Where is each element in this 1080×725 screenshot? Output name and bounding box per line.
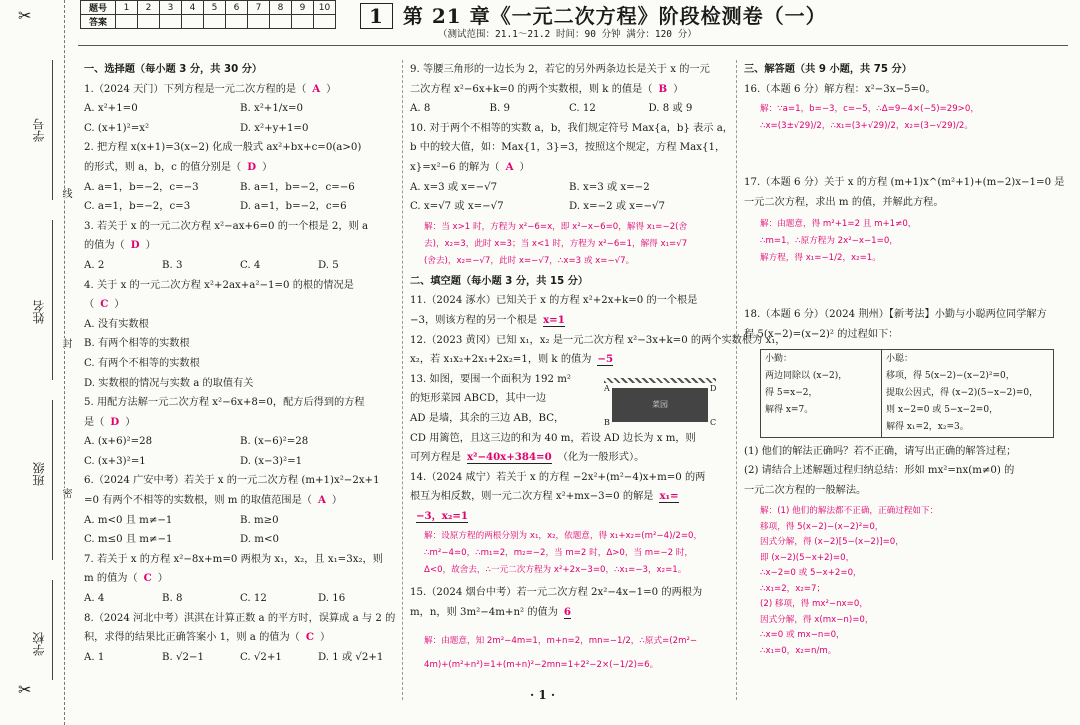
option: B. x=3 或 x=−2 [569, 181, 650, 193]
question-text: x₂，若 x₁x₂+2x₁+2x₂=1，则 k 的值为 [410, 354, 592, 366]
question-line [410, 311, 728, 331]
option: D. x=−2 或 x=−√7 [569, 201, 666, 213]
question-text: D. 实数根的情况与实数 a 的取值有关 [84, 377, 254, 389]
answer-mark: x=1 [543, 313, 565, 326]
question-line [84, 628, 396, 648]
grid-number: 6 [226, 1, 248, 15]
scissors-icon: ✂ [18, 680, 32, 699]
question-line [410, 487, 728, 507]
answer-mark: D [247, 160, 257, 173]
page-number: · 1 · [530, 688, 556, 702]
solution-line: 4m)+(m²+n²)=1+(m+n)²−2mn=1+2²−2×(−1/2)=6。 [424, 659, 659, 670]
solution-line: 解：(1) 他们的解法都不正确，正确过程如下： [760, 506, 939, 517]
option: B. 8 [162, 593, 183, 605]
answer-mark: −5 [597, 353, 614, 366]
answer-mark: D [110, 415, 120, 428]
question-line [84, 80, 396, 100]
option: A. a=1，b=−2，c=−3 [84, 181, 199, 193]
grid-number: 4 [182, 1, 204, 15]
option: C. a=1，b=−2，c=3 [84, 201, 191, 213]
binding-strip [0, 0, 78, 725]
question-line [410, 331, 786, 351]
solution-line: 因式分解，得 x(mx−n)=0， [760, 614, 874, 625]
answer-cell[interactable] [182, 15, 204, 29]
option: B. 3 [162, 259, 183, 271]
grid-number: 3 [160, 1, 182, 15]
question-line [410, 80, 728, 100]
grid-number: 5 [204, 1, 226, 15]
paren: ） [673, 83, 684, 95]
paren: ） [326, 83, 337, 95]
question-text: 二次方程 x²−6x+k=0 的两个实数根，则 k 的值是（ [410, 83, 653, 95]
option: C. m≤0 且 m≠−1 [84, 534, 173, 546]
option: B. m≥0 [240, 514, 279, 526]
options-row [84, 648, 396, 668]
option: C. (x+1)²=x² [84, 122, 150, 134]
question-text: C. 有两个不相等的实数根 [84, 357, 200, 369]
option: A. x=3 或 x=−√7 [410, 181, 498, 193]
question-line [84, 374, 396, 394]
table-line: 解得 x=7。 [765, 404, 814, 415]
cut-dashed-line [64, 0, 65, 725]
question-line: 18.（本题 6 分）（2024 荆州）【新考法】小勤与小聪两位同学解方 [744, 309, 1047, 321]
options-row [84, 99, 396, 119]
table-line: 则 x−2=0 或 5−x−2=0， [886, 404, 999, 415]
solution-line: 解：由题意，得 m²+1=2 且 m+1≠0， [760, 219, 917, 230]
question-text: B. 有两个相等的实数根 [84, 338, 190, 350]
option: B. x²+1/x=0 [240, 103, 304, 115]
solution-10 [424, 219, 728, 270]
cut-mark-xian: 线 [60, 188, 71, 198]
cut-mark-feng: 封 [60, 338, 71, 348]
options-row [84, 452, 396, 472]
paren: ） [519, 161, 530, 173]
question-line [410, 158, 728, 178]
question-text: 14.（2024 咸宁）若关于 x 的方程 −2x²+(m²−4)x+m=0 的两 [410, 471, 706, 483]
question-text: 5. 用配方法解一元二次方程 x²−6x+8=0，配方后得到的方程 [84, 397, 365, 409]
paren: ） [262, 161, 273, 173]
question-line [410, 507, 728, 527]
solution-18 [760, 504, 1060, 659]
question-line [84, 471, 396, 491]
answer-grid [80, 0, 336, 29]
question-text: A. 没有实数根 [84, 318, 149, 330]
question-line [410, 370, 600, 390]
question-text: （化为一般形式）。 [557, 452, 645, 464]
question-text: AD 是墙，其余的三边 AB，BC， [410, 412, 565, 424]
section-heading: 二、填空题（每小题 3 分，共 15 分） [410, 275, 589, 287]
question-17 [744, 173, 1065, 212]
option: A. 1 [84, 651, 105, 663]
answer-mark: x₁= [659, 490, 679, 503]
options-row [84, 530, 396, 550]
question-text: 13. 如图，要围一个面积为 192 m² [410, 373, 571, 385]
option: D. (x−3)²=1 [240, 455, 303, 467]
solution-line: ∴m²−4=0，∴m₁=2，m₂=−2，当 m=2 时，Δ>0，当 m=−2 时， [424, 548, 693, 559]
question-line [410, 291, 728, 311]
grid-number: 8 [270, 1, 292, 15]
solution-line: (2) 移项，得 mx²−nx=0， [760, 599, 868, 610]
question-text: 15.（2024 烟台中考）若一元二次方程 2x²−4x−1=0 的两根为 [410, 587, 703, 599]
question-line: (2) 请结合上述解题过程归纳总结：形如 mx²=nx(m≠0) 的 [744, 465, 1015, 477]
solution-15 [424, 629, 728, 677]
option: C. √2+1 [240, 651, 282, 663]
solution-line: ∴x−2=0 或 5−x+2=0， [760, 568, 862, 579]
solution-compare-table [760, 349, 1054, 438]
question-text: 1.（2024 天门）下列方程是一元二次方程的是（ [84, 83, 307, 95]
question-line [410, 603, 728, 623]
option: D. 1 或 √2+1 [318, 651, 384, 663]
solution-line: Δ<0，故舍去，∴一元二次方程为 x²+2x−3=0，∴x₁=−3，x₂=1。 [424, 565, 687, 576]
student-id-label: 学号 [32, 118, 46, 142]
solution-line: 解：由题意，知 2m²−4m=1，m+n=2，mn=−1/2，∴原式=(2m²− [424, 635, 698, 646]
option: C. 12 [240, 593, 267, 605]
solution-line: (舍去)，x₂=−√7，此时 x=−√7，∴x=3 或 x=−√7。 [424, 255, 635, 266]
section-heading: 三、解答题（共 9 小题，共 75 分） [744, 64, 912, 75]
option: D. 8 或 9 [648, 103, 693, 115]
question-line [410, 119, 733, 139]
answer-questions-column [744, 60, 1065, 659]
answer-cell[interactable] [292, 15, 314, 29]
answer-cell[interactable] [314, 15, 336, 29]
question-line [84, 217, 396, 237]
solution-17 [760, 216, 1060, 267]
option: B. (x−6)²=28 [240, 436, 309, 448]
question-text: 可列方程是 [410, 452, 461, 464]
answer-mark: D [130, 239, 140, 252]
solution-line: 解：∵a=1，b=−3，c=−5，∴Δ=9−4×(−5)=29>0， [760, 104, 979, 115]
option: C. x=√7 或 x=−√7 [410, 201, 504, 213]
table-line: 得 5=x−2， [765, 387, 818, 398]
question-line [410, 138, 728, 158]
solution-line: ∴x=(3±√29)/2，∴x₁=(3+√29)/2，x₂=(3−√29)/2。 [760, 121, 973, 132]
options-row [410, 178, 728, 198]
option: B. 9 [489, 103, 510, 115]
scissors-icon: ✂ [18, 6, 32, 25]
solution-line: ∴x₁=2，x₂=7； [760, 583, 826, 594]
test-scope: （测试范围：21.1～21.2 时间：90 分钟 满分：120 分） [438, 29, 697, 40]
question-line [410, 350, 728, 370]
title-text: 第 21 章《一元二次方程》阶段检测卷（一） [402, 4, 827, 28]
option: A. x²+1=0 [84, 103, 138, 115]
corner-label: A [604, 384, 610, 393]
table-line: 小勤： [765, 353, 793, 364]
answer-mark: −3，x₂=1 [416, 509, 468, 522]
question-text: −3，则该方程的另一个根是 [410, 314, 538, 326]
question-text: 的值为（ [84, 240, 125, 252]
question-line [84, 295, 396, 315]
question-line: 17.（本题 6 分）关于 x 的方程 (m+1)x^(m²+1)+(m−2)x−1=0 是 [744, 177, 1065, 189]
question-line: 程 5(x−2)=(x−2)² 的过程如下： [744, 328, 899, 340]
answer-mark: C [143, 572, 152, 585]
table-line: 移项，得 5(x−2)−(x−2)²=0， [886, 370, 1015, 381]
table-line: 提取公因式，得 (x−2)(5−x−2)=0， [886, 387, 1039, 398]
question-text: 7. 若关于 x 的方程 x²−8x+m=0 两根为 x₁，x₂，且 x₁=3x₂，则 [84, 553, 383, 565]
grid-number: 1 [116, 1, 138, 15]
name-line [52, 220, 53, 380]
question-line [410, 448, 728, 468]
solution-line: ∴x₁=0，x₂=n/m。 [760, 645, 837, 656]
option: B. a=1，b=−2，c=−6 [240, 181, 355, 193]
question-line [84, 569, 396, 589]
options-row [410, 99, 728, 119]
question-line [84, 550, 396, 570]
question-text: 10. 对于两个不相等的实数 a，b，我们规定符号 Max{a，b} 表示 a， [410, 122, 733, 134]
question-text: m 的值为（ [84, 573, 138, 585]
option: A. 4 [84, 593, 105, 605]
question-line [84, 491, 396, 511]
class-label: 班级 [32, 462, 46, 486]
question-line [84, 315, 396, 335]
options-row [410, 197, 728, 217]
grid-number: 2 [138, 1, 160, 15]
question-text: 2. 把方程 x(x+1)=3(x−2) 化成一般式 ax²+bx+c=0(a>0) [84, 142, 362, 154]
question-line [84, 138, 396, 158]
options-row [84, 178, 396, 198]
paren: ） [145, 240, 156, 252]
solution-line: 移项，得 5(x−2)−(x−2)²=0， [760, 521, 884, 532]
column-divider [736, 60, 737, 700]
question-line [84, 158, 396, 178]
answer-mark: B [658, 82, 668, 95]
question-text: （ [84, 299, 95, 311]
solution-16 [760, 101, 1060, 135]
question-text: CD 用篱笆，且这三边的和为 40 m，若设 AD 边长为 x m，则 [410, 432, 696, 444]
multiple-choice-column [84, 60, 396, 667]
question-line [84, 393, 396, 413]
paren: ） [331, 495, 343, 507]
solution-14 [424, 528, 728, 579]
answer-cell[interactable] [204, 15, 226, 29]
question-line [410, 60, 728, 80]
name-label: 姓名 [32, 300, 46, 324]
table-line: 小聪： [886, 353, 914, 364]
answer-mark: x²−40x+384=0 [466, 451, 552, 464]
answer-mark: A [505, 160, 514, 173]
question-line [84, 413, 396, 433]
question-line [410, 468, 728, 488]
question-line [410, 409, 600, 429]
option: A. (x+6)²=28 [84, 436, 153, 448]
student-id-line [52, 60, 53, 200]
question-text: m，n，则 3m²−4m+n² 的值为 [410, 607, 558, 619]
chapter-number: 1 [360, 3, 393, 29]
cut-mark-mi: 密 [60, 488, 71, 498]
corner-label: B [604, 418, 610, 427]
question-text: 的矩形菜园 ABCD，其中一边 [410, 393, 547, 405]
table-line: 解得 x₁=2，x₂=3。 [886, 421, 969, 432]
question-line [84, 236, 396, 256]
corner-label: D [710, 384, 717, 393]
question-line [410, 429, 696, 449]
question-line: (1) 他们的解法正确吗？若不正确，请写出正确的解答过程； [744, 445, 1017, 457]
option: D. 16 [318, 593, 346, 605]
answer-cell[interactable] [160, 15, 182, 29]
answer-cell[interactable] [138, 15, 160, 29]
question-16: 16.（本题 6 分）解方程：x²−3x−5=0。 [744, 83, 936, 95]
solution-line: ∴x=0 或 mx−n=0， [760, 630, 845, 641]
answer-mark: C [100, 298, 109, 311]
xiaocong-cell [882, 350, 1053, 437]
paren: ） [319, 632, 331, 644]
school-line [52, 580, 53, 680]
option: C. (x+3)²=1 [84, 455, 146, 467]
option: A. m<0 且 m≠−1 [84, 514, 173, 526]
garden-rect: 菜园 [612, 388, 708, 422]
question-text: 4. 关于 x 的一元二次方程 x²+2ax+a²−1=0 的根的情况是 [84, 279, 354, 291]
option: C. 4 [240, 259, 261, 271]
answer-cell[interactable] [248, 15, 270, 29]
question-list [410, 60, 733, 217]
question-list [410, 583, 728, 622]
page-title [360, 0, 827, 29]
question-line [410, 583, 728, 603]
wall-hatch [604, 378, 716, 383]
solution-line: 即 (x−2)(5−x+2)=0， [760, 552, 855, 563]
answer-mark: A [317, 494, 326, 507]
question-line [84, 609, 396, 629]
options-row [84, 197, 396, 217]
xiaoqin-cell [761, 350, 882, 437]
answer-mark: C [305, 631, 314, 644]
column-divider [402, 60, 403, 700]
options-row [84, 589, 396, 609]
solution-line: 解：设原方程的两根分别为 x₁，x₂，依题意，得 x₁+x₂=(m²−4)/2=0， [424, 531, 703, 542]
answer-cell[interactable] [226, 15, 248, 29]
question-line [84, 276, 396, 296]
question-text: 3. 若关于 x 的一元二次方程 x²−ax+6=0 的一个根是 2，则 a [84, 220, 369, 232]
option: B. √2−1 [162, 651, 204, 663]
question-text: 9. 等腰三角形的一边长为 2，若它的另外两条边长是关于 x 的一元 [410, 64, 710, 75]
option: D. m<0 [240, 534, 279, 546]
school-label: 学校 [32, 632, 46, 656]
option: A. 8 [410, 103, 431, 115]
question-18-parts [744, 442, 1060, 501]
class-line [52, 400, 53, 560]
question-text: 的形式，则 a，b，c 的值分别是（ [84, 161, 242, 173]
solution-line: 因式分解，得 (x−2)[5−(x−2)]=0， [760, 537, 904, 548]
corner-label: C [710, 418, 717, 427]
question-text: 是（ [84, 416, 105, 428]
grid-number: 10 [314, 1, 336, 15]
option: A. 2 [84, 259, 105, 271]
question-line [410, 389, 600, 409]
question-text: 根互为相反数，则一元二次方程 x²+mx−3=0 的解是 [410, 491, 654, 503]
solution-line: 解：当 x>1 时，方程为 x²−6=x，即 x²−x−6=0，解得 x₁=−2(舍 [424, 221, 688, 232]
question-text: x}=x²−6 的解为（ [410, 161, 500, 173]
option: C. 12 [569, 103, 596, 115]
grid-label-number: 题号 [81, 1, 116, 15]
question-line [84, 334, 396, 354]
question-text: 6.（2024 广安中考）若关于 x 的一元二次方程 (m+1)x²−2x+1 [84, 475, 380, 487]
options-row [84, 119, 396, 139]
paren: ） [157, 573, 168, 585]
paren: ） [125, 416, 136, 428]
solution-line: 解方程，得 x₁=−1/2，x₂=1。 [760, 253, 881, 264]
answer-mark: A [312, 82, 321, 95]
garden-figure [604, 378, 716, 428]
option: D. x²+y+1=0 [240, 122, 309, 134]
table-line: 两边同除以 (x−2)， [765, 370, 848, 381]
answer-mark: 6 [563, 606, 572, 619]
options-row [84, 256, 396, 276]
paren: ） [114, 299, 125, 311]
question-text: 8.（2024 河北中考）淇淇在计算正数 a 的平方时，误算成 a 与 2 的 [84, 612, 396, 624]
grid-label-answer: 答案 [81, 15, 116, 29]
option: D. 5 [318, 259, 339, 271]
question-line: 一元二次方程的一般解法。 [744, 484, 867, 496]
question-line: 一元二次方程，求出 m 的值，并解此方程。 [744, 196, 944, 208]
question-text: 积，求得的结果比正确答案小 1，则 a 的值为（ [84, 632, 300, 644]
grid-number: 7 [248, 1, 270, 15]
question-text: 11.（2024 涿水）已知关于 x 的方程 x²+2x+k=0 的一个根是 [410, 295, 698, 307]
header-divider [78, 45, 1068, 46]
grid-number: 9 [292, 1, 314, 15]
question-list [84, 80, 396, 668]
question-text: b 中的较大值，如：Max{1，3}=3，按照这个规定，方程 Max{1， [410, 142, 726, 154]
question-18 [744, 305, 1060, 344]
answer-cell[interactable] [270, 15, 292, 29]
options-row [84, 511, 396, 531]
solution-line: ∴m=1，∴原方程为 2x²−x−1=0， [760, 236, 898, 247]
question-line [84, 354, 396, 374]
options-row [84, 432, 396, 452]
solution-line: 去)，x₂=3，此时 x=3；当 x<1 时，方程为 x²−6=1，解得 x₁=√7 [424, 238, 688, 249]
option: D. a=1，b=−2，c=6 [240, 201, 347, 213]
section-heading: 一、选择题（每小题 3 分，共 30 分） [84, 64, 263, 75]
question-text: 12.（2023 黄冈）已知 x₁，x₂ 是一元二次方程 x²−3x+k=0 的两个实数根为 x₁， [410, 334, 786, 346]
question-text: =0 有两个不相等的实数根，则 m 的取值范围是（ [84, 495, 312, 507]
answer-cell[interactable] [116, 15, 138, 29]
